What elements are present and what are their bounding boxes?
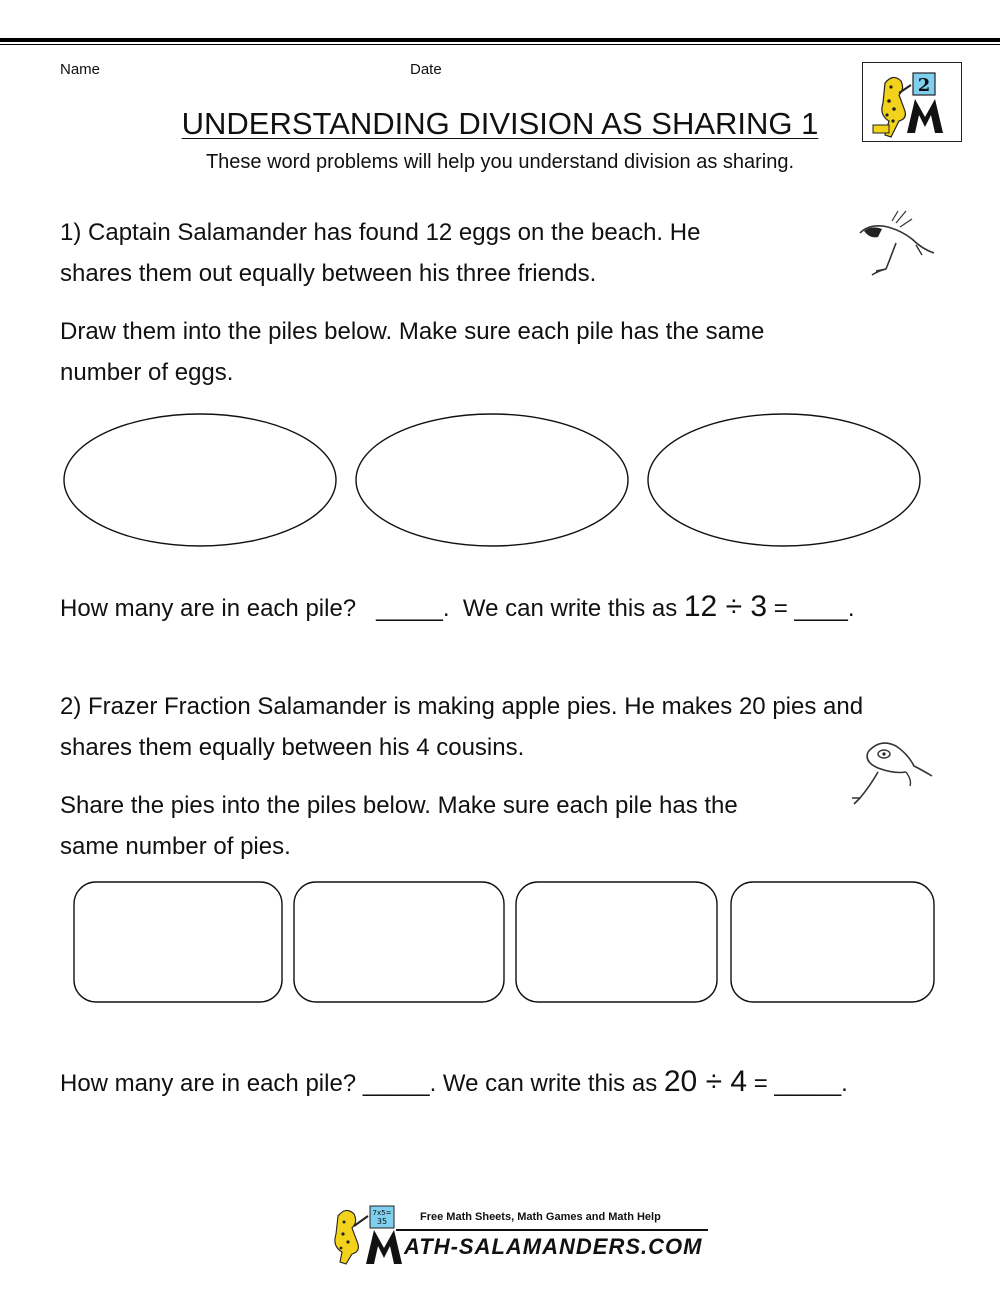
problem2-piles bbox=[72, 880, 938, 1006]
top-rule bbox=[0, 38, 1000, 42]
pile-oval-1 bbox=[64, 414, 336, 546]
footer-site: ATH-SALAMANDERS.COM bbox=[404, 1234, 703, 1259]
problem1-q-prefix: How many are in each pile? _____. We can write this as bbox=[60, 595, 684, 622]
problem2-instr-line2: same number of pies. bbox=[60, 833, 291, 860]
problem1-piles bbox=[60, 410, 930, 560]
problem2-text bbox=[60, 686, 863, 768]
footer-badge-line1: 7x5= bbox=[372, 1209, 392, 1217]
problem2-instr-line1: Share the pies into the piles below. Make sure each pile has the bbox=[60, 792, 738, 819]
problem1-instructions bbox=[60, 311, 764, 393]
problem1-instr-line1: Draw them into the piles below. Make sure each pile has the same bbox=[60, 318, 765, 345]
page-title: UNDERSTANDING DIVISION AS SHARING 1 bbox=[181, 106, 819, 141]
name-label: Name bbox=[60, 61, 101, 78]
pile-box-2 bbox=[294, 882, 504, 1002]
pile-oval-2 bbox=[356, 414, 628, 546]
problem1-line1: 1) Captain Salamander has found 12 eggs on the beach. He bbox=[60, 219, 701, 246]
page-subtitle: These word problems will help you understand division as sharing. bbox=[205, 151, 795, 173]
problem2-expression: 20 ÷ 4 bbox=[663, 1065, 748, 1098]
grade-badge-text: 2 bbox=[917, 75, 931, 96]
problem1-q-suffix: = ____. bbox=[767, 595, 855, 622]
frazer-salamander-icon bbox=[848, 732, 938, 810]
problem2-question bbox=[60, 1065, 848, 1099]
footer-logo bbox=[326, 1200, 716, 1270]
problem1-question bbox=[60, 590, 855, 624]
top-rule-thin bbox=[0, 44, 1000, 45]
problem2-line2: shares them equally between his 4 cousins. bbox=[60, 734, 525, 761]
footer-rule bbox=[396, 1229, 708, 1231]
pile-box-4 bbox=[731, 882, 934, 1002]
problem2-q-prefix: How many are in each pile? _____. We can write this as bbox=[60, 1070, 664, 1097]
problem2-line1: 2) Frazer Fraction Salamander is making apple pies. He makes 20 pies and bbox=[60, 693, 864, 720]
footer-badge-line2: 35 bbox=[376, 1217, 388, 1226]
problem1-line2: shares them out equally between his three friends. bbox=[60, 260, 597, 287]
date-label: Date bbox=[410, 61, 442, 78]
problem2-instructions bbox=[60, 785, 738, 867]
problem1-instr-line2: number of eggs. bbox=[60, 359, 234, 386]
captain-salamander-icon bbox=[852, 205, 947, 285]
problem1-text bbox=[60, 212, 700, 294]
pile-box-3 bbox=[516, 882, 717, 1002]
footer-tagline: Free Math Sheets, Math Games and Math Help bbox=[420, 1211, 661, 1223]
footer-salamander-icon bbox=[326, 1200, 416, 1270]
problem1-expression: 12 ÷ 3 bbox=[683, 590, 768, 623]
pile-oval-3 bbox=[648, 414, 920, 546]
problem2-q-suffix: = _____. bbox=[747, 1070, 848, 1097]
pile-box-1 bbox=[74, 882, 282, 1002]
